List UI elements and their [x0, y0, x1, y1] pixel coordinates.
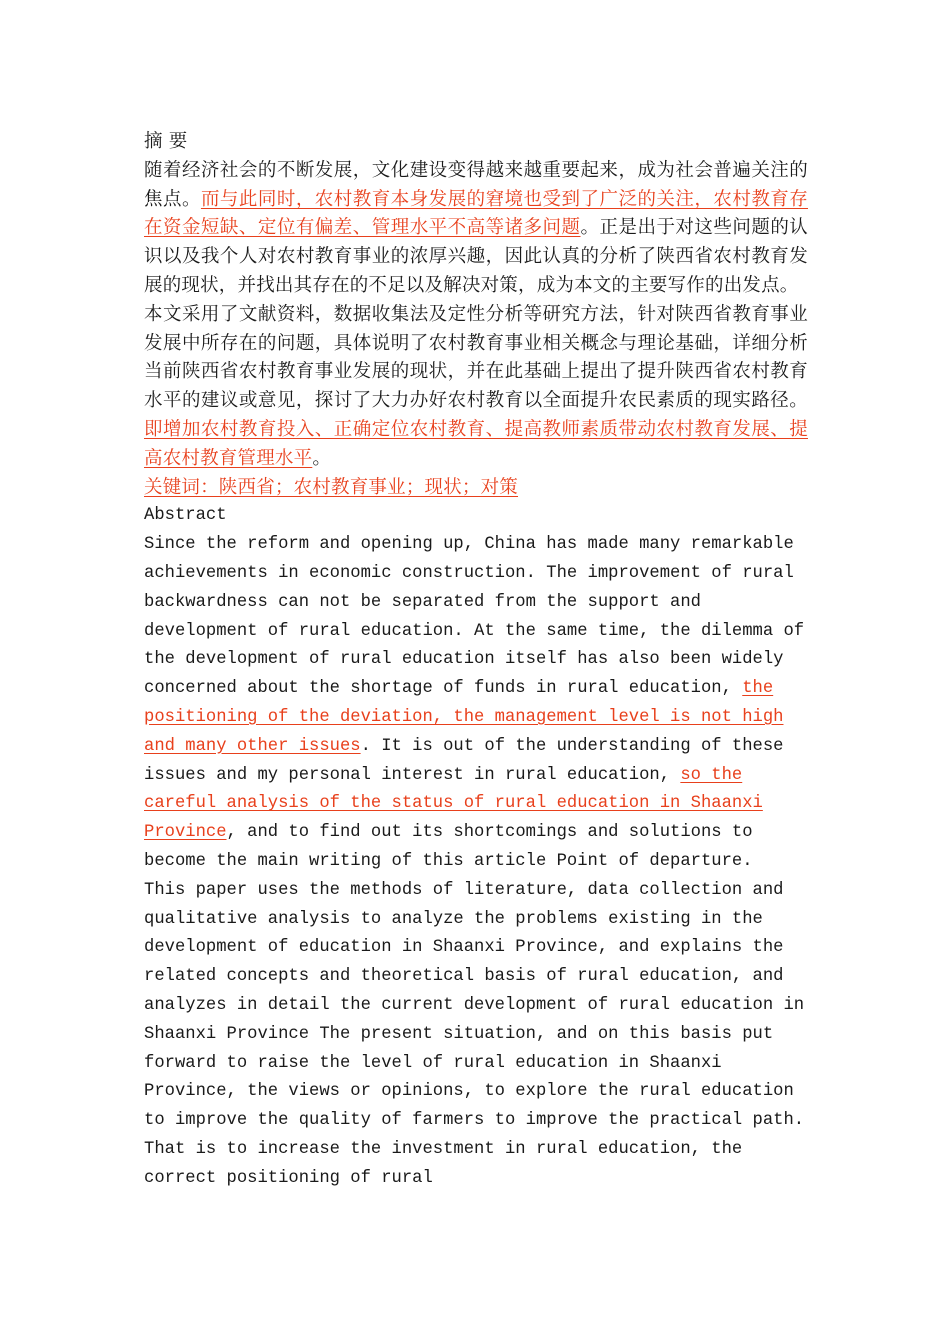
- document-body: [144, 128, 808, 1193]
- cn-keywords: [144, 474, 808, 503]
- cn-abstract-paragraph-1: [144, 157, 808, 301]
- cn-abstract-heading: 摘 要: [144, 131, 188, 152]
- cn-abstract-paragraph-2: [144, 301, 808, 474]
- cn-p2-text-a: 本文采用了文献资料，数据收集法及定性分析等研究方法，针对陕西省教育事业发展中所存在的问题，具体说明了农村教育事业相关概念与理论基础，详细分析当前陕西省农村教育事业发展的现状，并在此基础上提出了提升陕西省农村教育水平的建议或意见，探讨了大力办好农村教育以全面提升农民素质的现实路径。: [144, 303, 808, 412]
- en-p1-text-b: . It is out of the understanding of these issues and my personal interest in rural education,: [144, 736, 784, 785]
- en-abstract-paragraph-1: [144, 531, 808, 877]
- cn-p1-text-a: 随着经济社会的不断发展，文化建设变得越来越重要起来，成为社会普遍关注的焦点。: [144, 159, 808, 210]
- en-p1-text-c: , and to find out its shortcomings and solutions to become the main writing of this article Point of departure.: [144, 823, 753, 871]
- cn-p1-highlight: 而与此同时，农村教育本身发展的窘境也受到了广泛的关注，农村教育存在资金短缺、定位有偏差、管理水平不高等诸多问题: [144, 188, 808, 239]
- en-abstract-heading: Abstract: [144, 506, 227, 526]
- cn-p2-highlight: 即增加农村教育投入、正确定位农村教育、提高教师素质带动农村教育发展、提高农村教育管理水平: [144, 418, 808, 469]
- en-abstract-paragraph-2: This paper uses the methods of literature, data collection and qualitative analysis to analyze the problems existing in the development of education in Shaanxi Province, and explains the related concepts and theoretical basis of rural education, and analyzes in detail the current development of rural education in Shaanxi Province The present situation, and on this basis put forward to raise the level of rural education in Shaanxi Province, the views or opinions, to explore the rural education to improve the quality of farmers to improve the practical path. That is to increase the investment in rural education, the correct positioning of rural: [144, 880, 805, 1188]
- cn-p2-text-b: 。: [312, 447, 332, 469]
- en-p1-text-a: Since the reform and opening up, China has made many remarkable achievements in economic construction. The improvement of rural backwardness can not be separated from the support and development of rural education. At the same time, the dilemma of the development of rural education itself has also been widely concerned about the shortage of funds in rural education,: [144, 535, 805, 699]
- cn-keywords-text: 关键词：陕西省；农村教育事业；现状；对策: [144, 476, 519, 498]
- cn-p1-text-b: 。正是出于对这些问题的认识以及我个人对农村教育事业的浓厚兴趣，因此认真的分析了陕西省农村教育发展的现状，并找出其存在的不足以及解决对策，成为本文的主要写作的出发点。: [144, 217, 809, 296]
- en-p1-highlight-1: the positioning of the deviation, the management level is not high and many other issues: [144, 679, 784, 756]
- en-p1-highlight-2: so the careful analysis of the status of rural education in Shaanxi Province: [144, 765, 763, 843]
